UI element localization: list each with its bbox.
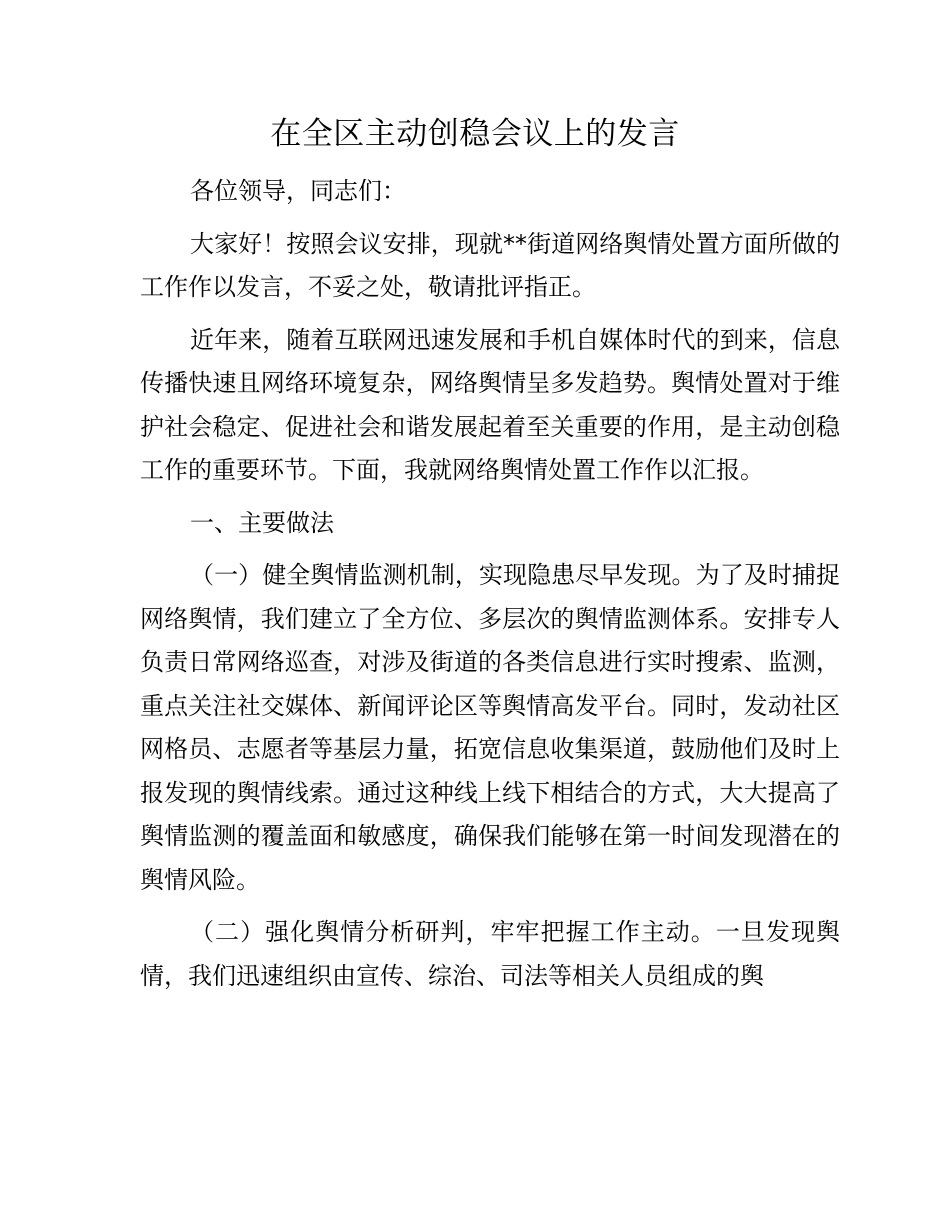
greeting-paragraph: 大家好！按照会议安排，现就**街道网络舆情处置方面所做的工作作以发言，不妥之处，敬请批评指正。 — [140, 229, 840, 301]
analysis-paragraph: （二）强化舆情分析研判，牢牢把握工作主动。一旦发现舆情，我们迅速组织由宣传、综治、司法等相关人员组成的舆 — [140, 918, 840, 990]
document-title: 在全区主动创稳会议上的发言 — [270, 116, 680, 152]
monitoring-paragraph: （一）健全舆情监测机制，实现隐患尽早发现。为了及时捕捉网络舆情，我们建立了全方位、多层次的舆情监测体系。安排专人负责日常网络巡查，对涉及街道的各类信息进行实时搜索、监测，重点关注社交媒体、新闻评论区等舆情高发平台。同时，发动社区网格员、志愿者等基层力量，拓宽信息收集渠道，鼓励他们及时上报发现的舆情线索。通过这种线上线下相结合的方式，大大提高了舆情监测的覆盖面和敏感度，确保我们能够在第一时间发现潜在的舆情风险。 — [140, 561, 840, 894]
background-paragraph: 近年来，随着互联网迅速发展和手机自媒体时代的到来，信息传播快速且网络环境复杂，网络舆情呈多发趋势。舆情处置对于维护社会稳定、促进社会和谐发展起着至关重要的作用，是主动创稳工作的重要环节。下面，我就网络舆情处置工作作以汇报。 — [140, 325, 840, 484]
salutation-paragraph: 各位领导，同志们： — [190, 177, 406, 205]
document-body — [140, 170, 840, 1007]
section-heading: 一、主要做法 — [190, 508, 334, 537]
